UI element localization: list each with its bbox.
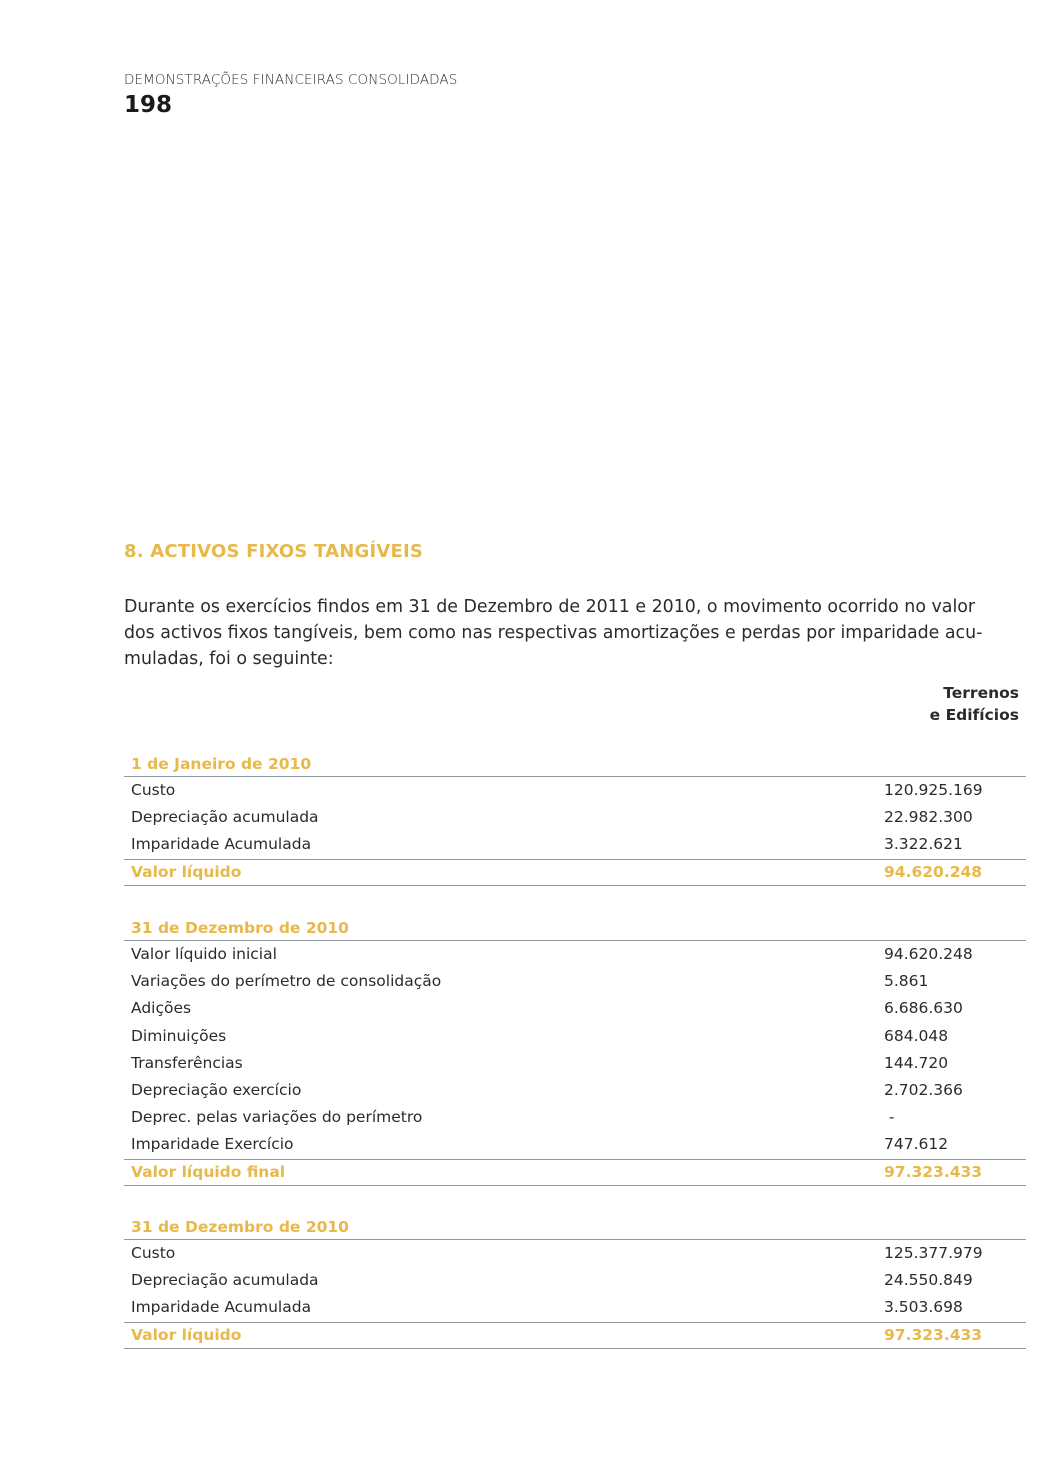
group-title: 1 de Janeiro de 2010 [124, 752, 1026, 777]
row-label: Deprec. pelas variações do perímetro [131, 1108, 423, 1127]
table-row [124, 1240, 1026, 1267]
column-header-line1: Terrenos [943, 684, 1019, 702]
table-group-dec-2010-movements [124, 916, 1026, 1186]
row-label: Depreciação exercício [131, 1080, 302, 1099]
total-label: Valor líquido [131, 1325, 242, 1344]
row-value: 22.982.300 [884, 808, 973, 827]
table-row [124, 804, 1026, 831]
group-title: 31 de Dezembro de 2010 [124, 916, 1026, 941]
table-row [124, 1050, 1026, 1077]
row-label: Diminuições [131, 1026, 227, 1045]
column-header [930, 682, 1019, 726]
total-value: 97.323.433 [884, 1162, 983, 1181]
row-value: - [884, 1108, 895, 1127]
document-header-title: DEMONSTRAÇÕES FINANCEIRAS CONSOLIDADAS [124, 72, 458, 88]
table-row [124, 941, 1026, 968]
group-title: 31 de Dezembro de 2010 [124, 1215, 1026, 1240]
row-label: Custo [131, 1244, 176, 1262]
row-value: 684.048 [884, 1026, 949, 1045]
row-value: 125.377.979 [884, 1244, 983, 1262]
row-value: 120.925.169 [884, 781, 983, 799]
table-row [124, 1267, 1026, 1294]
row-label: Transferências [131, 1053, 243, 1072]
section-title: 8. ACTIVOS FIXOS TANGÍVEIS [124, 541, 424, 562]
row-label: Imparidade Acumulada [131, 1298, 312, 1317]
intro-paragraph: Durante os exercícios findos em 31 de Dezembro de 2011 e 2010, o movimento ocorrido no valor dos activos fixos tangíveis, bem como nas respectivas amortizações e perdas por imparidade acu-muladas, foi o seguinte: [124, 597, 983, 669]
total-value: 94.620.248 [884, 862, 983, 881]
row-value: 5.861 [884, 972, 929, 991]
row-value: 2.702.366 [884, 1080, 963, 1099]
table-row [124, 1131, 1026, 1158]
table-group-jan-2010 [124, 752, 1026, 886]
row-value: 747.612 [884, 1135, 949, 1154]
row-value: 144.720 [884, 1053, 949, 1072]
table-row [124, 1294, 1026, 1321]
column-header-line2: e Edifícios [929, 706, 1019, 724]
row-label: Depreciação acumulada [131, 808, 319, 827]
table-row [124, 777, 1026, 804]
table-row [124, 995, 1026, 1022]
row-value: 94.620.248 [884, 945, 973, 963]
total-row [124, 1159, 1026, 1187]
row-label: Adições [131, 999, 192, 1018]
total-row [124, 1322, 1026, 1350]
table-row [124, 1104, 1026, 1131]
total-label: Valor líquido final [131, 1162, 286, 1181]
row-label: Depreciação acumulada [131, 1271, 319, 1290]
row-value: 3.503.698 [884, 1298, 963, 1317]
row-value: 3.322.621 [884, 835, 963, 854]
row-value: 24.550.849 [884, 1271, 973, 1290]
row-label: Variações do perímetro de consolidação [131, 972, 442, 991]
table-row [124, 831, 1026, 858]
table-group-dec-2010-balance [124, 1215, 1026, 1349]
row-value: 6.686.630 [884, 999, 963, 1018]
total-label: Valor líquido [131, 862, 242, 881]
row-label: Imparidade Acumulada [131, 835, 312, 854]
row-label: Custo [131, 781, 176, 799]
total-value: 97.323.433 [884, 1325, 983, 1344]
total-row [124, 859, 1026, 887]
table-row [124, 1077, 1026, 1104]
table-row [124, 968, 1026, 995]
table-row [124, 1023, 1026, 1050]
row-label: Valor líquido inicial [131, 945, 277, 963]
page-number: 198 [124, 92, 173, 118]
row-label: Imparidade Exercício [131, 1135, 294, 1154]
